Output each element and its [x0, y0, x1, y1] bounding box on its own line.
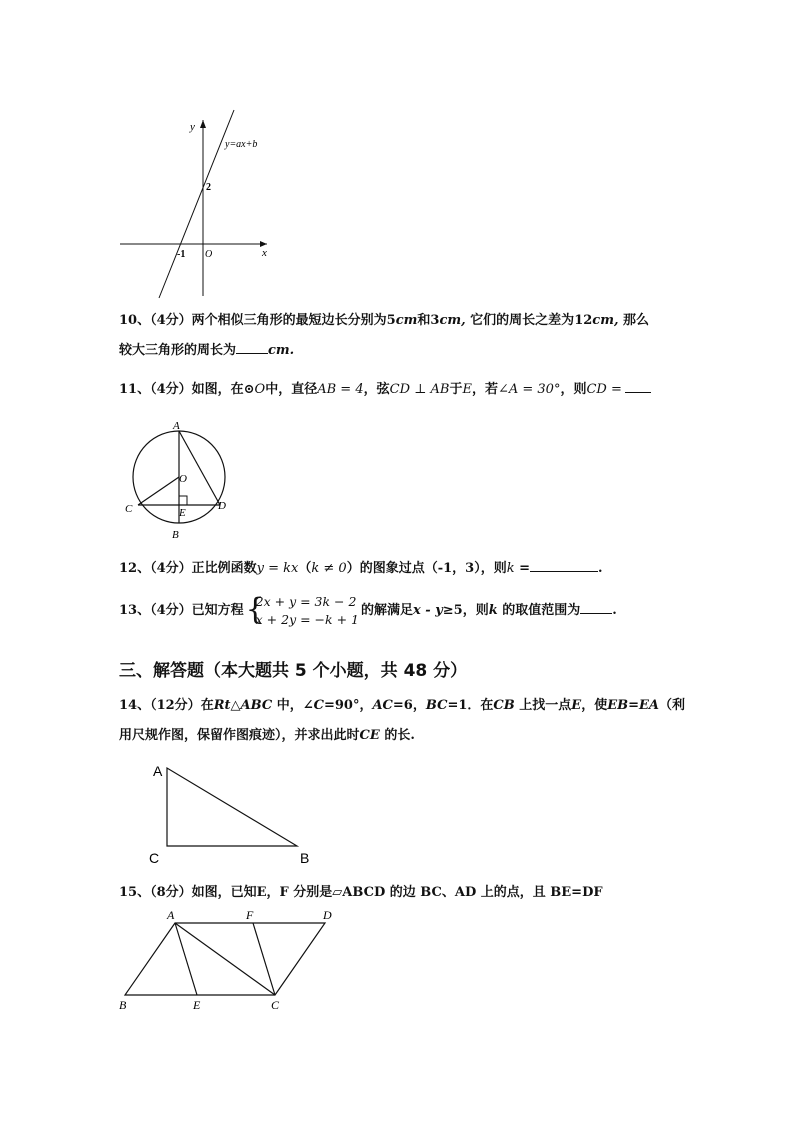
q12-text: 正比例函数 — [191, 561, 257, 576]
q10-unit: cm — [395, 313, 418, 328]
q14-math: BC — [425, 698, 448, 713]
q10-unit: cm. — [268, 343, 295, 358]
question-10-line2 — [119, 341, 294, 361]
q14-math: CE — [359, 728, 380, 743]
q14-text: ，使 — [581, 698, 608, 713]
q11-text: 中，直径 — [265, 382, 318, 397]
q15-number: 15、（8分） — [119, 885, 192, 900]
brace: { — [245, 591, 265, 627]
answer-blank[interactable] — [530, 559, 598, 572]
q13-number: 13、（4分） — [119, 603, 192, 618]
q10-unit: cm, — [592, 313, 619, 328]
q12-math: k — [506, 561, 515, 576]
triangle-abc — [167, 768, 297, 846]
segment-ae — [175, 923, 197, 995]
q11-text: 如图，在⊙ — [191, 382, 255, 397]
q14-math: AC — [372, 698, 393, 713]
q14-text: =6， — [392, 698, 426, 713]
q11-math: E — [462, 382, 472, 397]
right-angle-mark — [179, 496, 187, 505]
q10-number: 10、（4分） — [119, 313, 192, 328]
q11-math: CD = — [586, 382, 622, 397]
q12-math: k ≠ 0 — [311, 561, 347, 576]
q13-math: k — [488, 603, 498, 618]
q11-text: ，则 — [560, 382, 587, 397]
q10-text: 那么 — [623, 313, 650, 328]
y-axis-label: y — [190, 121, 195, 133]
q13-text: 的解满足 — [360, 603, 413, 618]
function-line — [159, 110, 234, 298]
q13-text: ≥5，则 — [442, 603, 489, 618]
q15-text: 如图，已知E，F 分别是▱ABCD 的边 BC、AD 上的点，且 BE=DF — [191, 885, 603, 900]
q11-math: ∠A = 30° — [497, 382, 561, 397]
circle-figure — [118, 414, 238, 544]
label-a: A — [167, 908, 175, 922]
q14-text: 在 — [200, 698, 214, 713]
section-heading: 三、解答题（本大题共 5 个小题，共 48 分） — [119, 661, 468, 681]
label-c: C — [271, 998, 280, 1012]
q10-value: 3 — [430, 313, 440, 328]
question-12 — [119, 559, 603, 579]
q10-text: 和 — [417, 313, 431, 328]
right-triangle-figure — [145, 760, 325, 868]
linear-function-graph — [115, 108, 275, 300]
label-b: B — [300, 850, 310, 866]
answer-blank[interactable] — [580, 601, 612, 614]
origin-label: O — [205, 249, 213, 260]
q14-math: ∠C — [302, 698, 324, 713]
equation-1: 2x + y = 3k − 2 — [255, 593, 357, 609]
q11-text: 于 — [449, 382, 463, 397]
label-d: D — [218, 500, 226, 512]
equation-2: x + 2y = −k + 1 — [255, 611, 359, 627]
q14-number: 14、（12分） — [119, 698, 201, 713]
y-axis-arrow — [200, 120, 206, 128]
question-13 — [119, 592, 617, 630]
q12-math: y = kx — [256, 561, 299, 576]
q11-math: O — [254, 382, 266, 397]
label-c: C — [125, 503, 133, 515]
label-f: F — [246, 908, 254, 922]
label-a: A — [173, 420, 180, 432]
q14-math: Rt — [213, 698, 231, 713]
x-axis-label: x — [262, 247, 267, 259]
question-10-line1 — [119, 311, 649, 331]
segment-ac — [175, 923, 275, 995]
q13-text: 的取值范围为 — [502, 603, 581, 618]
q10-value: 12 — [574, 313, 593, 328]
q14-math: CB — [493, 698, 515, 713]
parallelogram-figure — [115, 903, 345, 1013]
q10-text: 较大三角形的周长为 — [119, 343, 237, 358]
equation-system — [246, 593, 359, 629]
q10-text: 两个相似三角形的最短边长分别为 — [191, 313, 387, 328]
q13-text: 已知方程 — [191, 603, 244, 618]
label-a: A — [153, 763, 163, 779]
q11-number: 11、（4分） — [119, 382, 192, 397]
q10-unit: cm, — [439, 313, 466, 328]
q14-text: 中， — [276, 698, 303, 713]
q14-text: 用尺规作图，保留作图痕迹），并求出此时 — [119, 728, 360, 743]
q11-text: ，若 — [471, 382, 498, 397]
q12-text: = — [519, 561, 531, 576]
q13-text: . — [612, 603, 617, 618]
answer-blank[interactable] — [625, 380, 651, 393]
q14-math: E — [571, 698, 582, 713]
label-b: B — [172, 529, 179, 541]
q14-math: EB=EA — [607, 698, 660, 713]
q14-text: =1．在 — [447, 698, 494, 713]
label-o: O — [179, 473, 187, 485]
q12-text: ）的图象过点（-1，3），则 — [346, 561, 507, 576]
label-b: B — [119, 998, 127, 1012]
q13-math: x - y — [413, 603, 443, 618]
label-d: D — [323, 908, 332, 922]
label-e: E — [193, 998, 201, 1012]
question-15 — [119, 883, 603, 903]
q14-text: =90°， — [323, 698, 373, 713]
y-intercept-label: 2 — [206, 182, 211, 193]
q12-text: （ — [298, 561, 312, 576]
q14-text: （利 — [659, 698, 686, 713]
q11-math: CD ⊥ AB — [389, 382, 450, 397]
q14-text: 的长. — [384, 728, 415, 743]
question-11 — [119, 380, 651, 400]
q12-text: . — [598, 561, 603, 576]
q12-number: 12、（4分） — [119, 561, 192, 576]
q11-math: AB = 4 — [317, 382, 364, 397]
segment-fc — [253, 923, 275, 995]
segment-oc — [138, 477, 179, 505]
question-14-line1 — [119, 696, 685, 716]
q14-text: 上找一点 — [519, 698, 572, 713]
label-e: E — [179, 507, 186, 519]
function-label: y=ax+b — [225, 139, 258, 150]
q11-text: ，弦 — [363, 382, 390, 397]
q10-text: 它们的周长之差为 — [470, 313, 575, 328]
x-intercept-label: -1 — [177, 249, 186, 260]
question-14-line2 — [119, 726, 415, 746]
q14-math: △ABC — [230, 698, 273, 713]
q10-value: 5 — [386, 313, 396, 328]
segment-ad — [179, 431, 220, 505]
answer-blank[interactable] — [236, 341, 268, 354]
label-c: C — [149, 850, 160, 866]
